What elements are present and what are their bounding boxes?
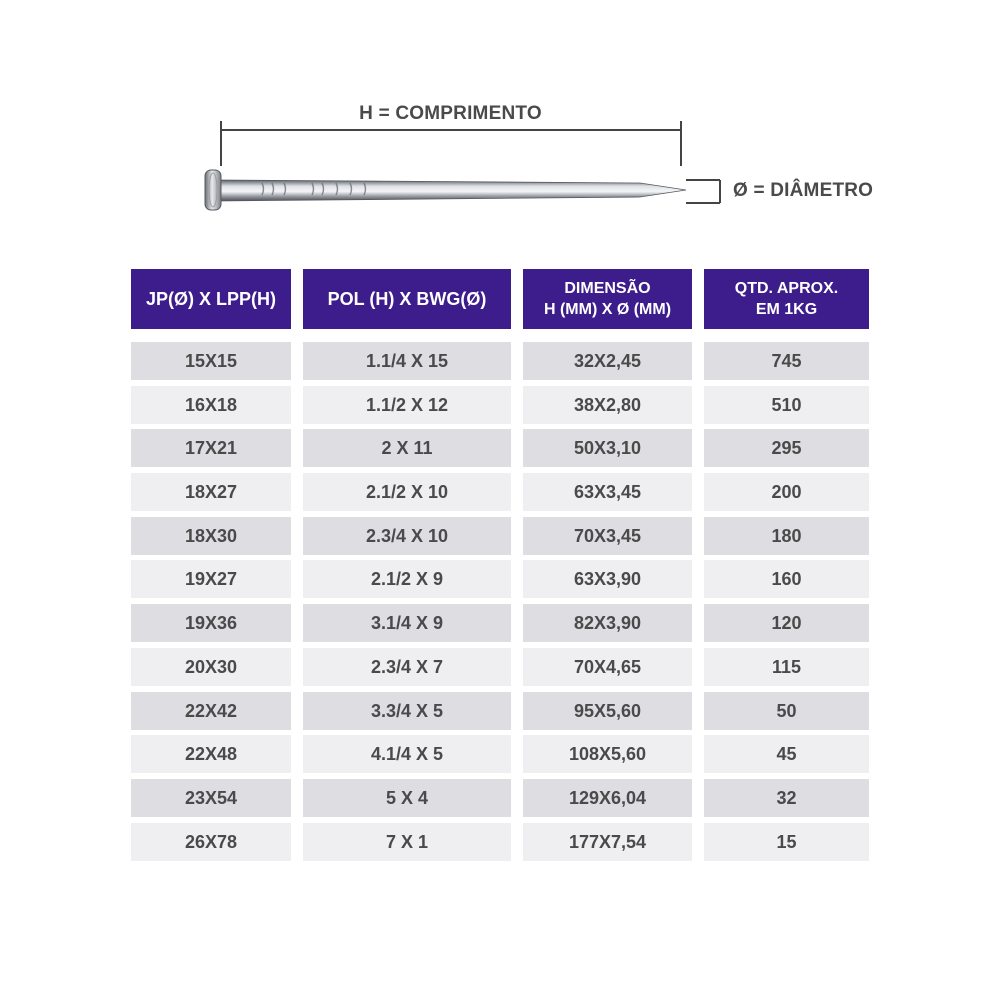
cell-jp-lpp: 17X21 [131,429,291,467]
cell-pol-bwg: 2.3/4 X 10 [303,517,511,555]
cell-pol-bwg: 4.1/4 X 5 [303,735,511,773]
table-row [131,604,869,642]
cell-jp-lpp: 18X27 [131,473,291,511]
diameter-label: Ø = DIÂMETRO [733,180,874,201]
header-text: POL (H) X BWG(Ø) [327,288,487,309]
cell-qtd: 50 [704,692,869,730]
cell-qtd: 45 [704,735,869,773]
cell-jp-lpp: 19X27 [131,560,291,598]
cell-qtd: 510 [704,386,869,424]
cell-pol-bwg: 1.1/4 X 15 [303,342,511,380]
cell-jp-lpp: 26X78 [131,823,291,861]
cell-dimensao: 32X2,45 [523,342,692,380]
length-dimension-line [221,121,681,166]
cell-pol-bwg: 1.1/2 X 12 [303,386,511,424]
header-subtext: H (MM) X Ø (MM) [543,301,672,318]
cell-dimensao: 50X3,10 [523,429,692,467]
cell-dimensao: 38X2,80 [523,386,692,424]
cell-pol-bwg: 2.3/4 X 7 [303,648,511,686]
cell-jp-lpp: 22X48 [131,735,291,773]
cell-jp-lpp: 16X18 [131,386,291,424]
cell-dimensao: 63X3,45 [523,473,692,511]
cell-dimensao: 108X5,60 [523,735,692,773]
cell-qtd: 115 [704,648,869,686]
cell-qtd: 180 [704,517,869,555]
cell-dimensao: 70X3,45 [523,517,692,555]
header-pol-bwg [303,269,511,329]
cell-dimensao: 129X6,04 [523,779,692,817]
table-row [131,342,869,380]
table-row [131,517,869,555]
table-row [131,429,869,467]
length-label: H = COMPRIMENTO [359,103,542,124]
table-row [131,648,869,686]
table-row [131,735,869,773]
cell-pol-bwg: 2 X 11 [303,429,511,467]
cell-qtd: 15 [704,823,869,861]
nail-spec-table [131,269,869,852]
cell-jp-lpp: 19X36 [131,604,291,642]
header-text: DIMENSÃO [564,280,651,297]
diameter-dimension-line [686,180,720,203]
cell-jp-lpp: 22X42 [131,692,291,730]
header-text: JP(Ø) X LPP(H) [145,288,276,309]
header-dimensao [523,269,692,329]
cell-dimensao: 82X3,90 [523,604,692,642]
table-row [131,473,869,511]
cell-pol-bwg: 3.1/4 X 9 [303,604,511,642]
cell-pol-bwg: 7 X 1 [303,823,511,861]
cell-qtd: 295 [704,429,869,467]
header-qtd-aprox [704,269,869,329]
cell-dimensao: 70X4,65 [523,648,692,686]
cell-jp-lpp: 18X30 [131,517,291,555]
cell-dimensao: 177X7,54 [523,823,692,861]
cell-qtd: 200 [704,473,869,511]
table-row [131,692,869,730]
header-jp-lpp [131,269,291,329]
nail-icon [205,170,686,210]
cell-jp-lpp: 15X15 [131,342,291,380]
table-row [131,823,869,861]
cell-jp-lpp: 23X54 [131,779,291,817]
header-subtext: EM 1KG [755,301,818,318]
cell-dimensao: 95X5,60 [523,692,692,730]
table-row [131,386,869,424]
cell-dimensao: 63X3,90 [523,560,692,598]
cell-jp-lpp: 20X30 [131,648,291,686]
table-row [131,560,869,598]
cell-qtd: 745 [704,342,869,380]
table-header [131,269,869,329]
cell-pol-bwg: 3.3/4 X 5 [303,692,511,730]
cell-pol-bwg: 2.1/2 X 10 [303,473,511,511]
cell-qtd: 32 [704,779,869,817]
table-body [131,342,869,866]
table-row [131,779,869,817]
cell-qtd: 160 [704,560,869,598]
cell-qtd: 120 [704,604,869,642]
cell-pol-bwg: 5 X 4 [303,779,511,817]
cell-pol-bwg: 2.1/2 X 9 [303,560,511,598]
header-text: QTD. APROX. [734,280,839,297]
nail-diagram [0,0,1000,240]
